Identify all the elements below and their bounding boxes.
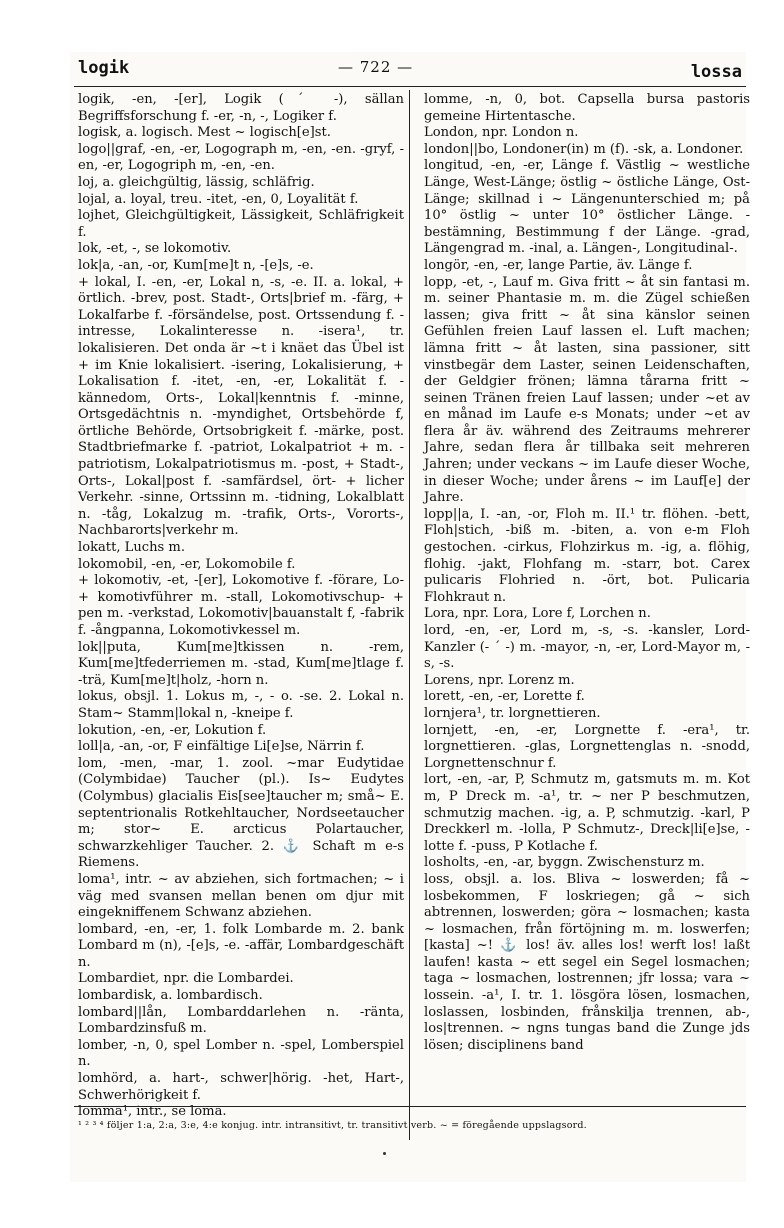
dictionary-entry: lombardisk, a. lombardisch.: [78, 988, 263, 1004]
dictionary-entry: Lombardiet, npr. die Lombardei.: [78, 971, 294, 987]
dictionary-entry: lokus, obsjl. 1. Lokus m, -, - o. -se. 2. Lokal n. Stam~ Stamm|lokal n, -kneipe f.: [78, 689, 404, 721]
dictionary-entry: loss, obsjl. a. los. Bliva ~ loswerden; få ~ losbekommen, F loskriegen; gå ~ sich abtrennen, loswerden; göra ~ losmachen; kasta ~ losmachen, från förtöjning m. m. loswerfen; [kasta] ~! ⚓ los! äv. alles los! werft los! laßt laufen! kasta ~ ett segel ein Segel losmachen; taga ~ losmachen, lostrennen; jfr lossa; vara ~ lossein. -a¹, I. tr. 1. lösgöra lösen, losmachen, loslassen, losbinden, frånskilja trennen, ab-, los|trennen. ~ ngns tungas band die Zunge jds lösen; disciplinens band: [424, 871, 750, 1053]
dictionary-entry: lokution, -en, -er, Lokution f.: [78, 722, 267, 738]
dictionary-entry: lornjett, -en, -er, Lorgnette f. -era¹, tr. lorgnettieren. -glas, Lorgnettenglas n. -snodd, Lorgnettenschnur f.: [424, 722, 750, 771]
left-guide-word: logik: [78, 58, 130, 78]
dictionary-entry: loj, a. gleichgültig, lässig, schläfrig.: [78, 174, 315, 190]
dictionary-entry: lomme, -n, 0, bot. Capsella bursa pastoris gemeine Hirtentasche.: [424, 92, 750, 124]
dictionary-entry: Lora, npr. Lora, Lore f, Lorchen n.: [424, 606, 651, 622]
dictionary-entry: lorett, -en, -er, Lorette f.: [424, 689, 585, 705]
dictionary-entry: lombard||lån, Lombarddarlehen n. -ränta, Lombardzinsfuß m.: [78, 1004, 404, 1037]
dictionary-entry: lok, -et, -, se lokomotiv.: [78, 241, 232, 257]
column-divider: [409, 90, 410, 1140]
dictionary-entry: loll|a, -an, -or, F einfältige Li[e]se, Närrin f.: [78, 739, 365, 755]
dictionary-entry: logisk, a. logisch. Mest ~ logisch[e]st.: [78, 125, 331, 141]
dictionary-entry: lomhörd, a. hart-, schwer|hörig. -het, Hart-, Schwerhörigkeit f.: [78, 1071, 404, 1103]
dictionary-entry: + lokomotiv, -et, -[er], Lokomotive f. -förare, Lo- + komotivführer m. -stall, Lokomotivschup- + pen m. -verkstad, Lokomotiv|bauanstalt f, -fabrik f. -ångpanna, Lokomotivkessel m.: [78, 573, 404, 638]
page-number: — 722 —: [338, 58, 414, 76]
dictionary-page: [70, 52, 750, 1182]
scan-speck: [383, 1152, 386, 1155]
right-guide-word: lossa: [690, 62, 742, 82]
dictionary-entry: loma¹, intr. ~ av abziehen, sich fortmachen; ~ i väg med svansen mellan benen om djur mit eingekniffenem Schwanz abziehen.: [78, 871, 404, 921]
dictionary-entry: lombard, -en, -er, 1. folk Lombarde m. 2. bank Lombard m (n), -[e]s, -e. -affär, Lombardgeschäft n.: [78, 921, 404, 970]
dictionary-entry: lok|a, -an, -or, Kum[me]t n, -[e]s, -e.: [78, 257, 314, 273]
dictionary-entry: logik, -en, -[er], Logik (ˊ -), sällan Begriffsforschung f. -er, -n, -, Logiker f.: [78, 92, 404, 124]
dictionary-entry: lokomobil, -en, -er, Lokomobile f.: [78, 556, 296, 572]
dictionary-entry: lopp, -et, -, Lauf m. Giva fritt ~ åt sin fantasi m. m. seiner Phantasie m. m. die Zügel schießen lassen; giva fritt ~ åt sina känslor seinen Gefühlen freien Lauf lassen el. Luft machen; lämna fritt ~ åt lasten, sina passioner, sitt vinstbegär dem Laster, seinen Leidenschaften, der Geldgier frönen; lämna tårarna fritt ~ seinen Tränen freien Lauf lassen; under ~et av en månad im Laufe e-s Monats; under ~et av flera år äv. während des Zeitraums mehrerer Jahre, sedan flera år tillbaka seit mehreren Jahren; under veckans ~ im Laufe dieser Woche, in dieser Woche; under årens ~ im Lauf[e] der Jahre.: [424, 274, 750, 506]
dictionary-entry: lojal, a. loyal, treu. -itet, -en, 0, Loyalität f.: [78, 191, 359, 207]
dictionary-entry: lornjera¹, tr. lorgnettieren.: [424, 705, 601, 721]
dictionary-entry: losholts, -en, -ar, byggn. Zwischensturz m.: [424, 855, 705, 871]
dictionary-entry: + lokal, I. -en, -er, Lokal n, -s, -e. II. a. lokal, + örtlich. -brev, post. Stadt-, Orts|brief m. -färg, + Lokalfarbe f. -försändelse, post. Ortssendung f. -intresse, Lokalinteresse n. -isera¹, tr. lokalisieren. Det onda är ~t i knäet das Übel ist + im Knie lokalisiert. -isering, Lokalisierung, + Lokalisation f. -itet, -en, -er, Lokalität f. -kännedom, Orts-, Lokal|kenntnis f. -minne, Ortsgedächtnis n. -myndighet, Ortsbehörde f, örtliche Behörde, Ortsobrigkeit f. -märke, post. Stadtbriefmarke f. -patriot, Lokalpatriot + m. -patriotism, Lokalpatriotismus m. -post, + Stadt-, Orts-, Lokal|post f. -samfärdsel, ört- + licher Verkehr. -sinne, Ortssinn m. -tidning, Lokalblatt n. -tåg, Lokalzug m. -trafik, Orts-, Vororts-, Nachbarorts|verkehr m.: [78, 274, 404, 539]
dictionary-entry: longitud, -en, -er, Länge f. Västlig ~ westliche Länge, West-Länge; östlig ~ östliche Länge, Ost-Länge; skillnad i ~ Längenunterschied m; på 10° östlig ~ unter 10° östlicher Länge. -bestämning, Bestimmung f der Länge. -grad, Längengrad m. -inal, a. Längen-, Longitudinal-.: [424, 158, 750, 257]
dictionary-entry: lomber, -n, 0, spel Lomber n. -spel, Lomberspiel n.: [78, 1037, 404, 1070]
dictionary-entry: lord, -en, -er, Lord m, -s, -s. -kansler, Lord-Kanzler (- ˊ -) m. -mayor, -n, -er, Lord-Mayor m, -s, -s.: [424, 623, 750, 672]
footnote: ¹ ² ³ ⁴ följer 1:a, 2:a, 3:e, 4:e konjug. intr. intransitivt, tr. transitivt verb. ~ = föregående uppslagsord.: [78, 1120, 587, 1131]
footer-rule: [74, 1106, 746, 1107]
dictionary-entry: london||bo, Londoner(in) m (f). -sk, a. Londoner.: [424, 141, 744, 157]
dictionary-entry: Lorens, npr. Lorenz m.: [424, 672, 575, 688]
left-column: [78, 92, 404, 1121]
dictionary-entry: lopp||a, I. -an, -or, Floh m. II.¹ tr. flöhen. -bett, Floh|stich, -biß m. -biten, a. von e-m Floh gestochen. -cirkus, Flohzirkus m. -ig, a. flöhig, flohig. -jakt, Flohfang m. -starr, bot. Carex pulicaris Flohried n. -ört, bot. Pulicaria Flohkraut n.: [424, 506, 750, 605]
dictionary-entry: logo||graf, -en, -er, Logograph m, -en, -en. -gryf, -en, -er, Logogriph m, -en, -en.: [78, 141, 404, 174]
page-header: [70, 52, 746, 88]
dictionary-entry: lojhet, Gleichgültigkeit, Lässigkeit, Schläfrigkeit f.: [78, 208, 404, 240]
dictionary-entry: lom, -men, -mar, 1. zool. ~mar Eudytidae (Colymbidae) Taucher (pl.). Is~ Eudytes (Colymbus) glacialis Eis[see]taucher m; små~ E. septentrionalis Rotkehltaucher, Nordseetaucher m; stor~ E. arcticus Polartaucher, schwarzkehliger Taucher. 2. ⚓ Schaft m e-s Riemens.: [78, 755, 404, 871]
dictionary-entry: London, npr. London n.: [424, 125, 579, 141]
dictionary-entry: lort, -en, -ar, P, Schmutz m, gatsmuts m. m. Kot m, P Dreck m. -a¹, tr. ~ ner P beschmutzen, schmutzig machen. -ig, a. P, schmutzig. -karl, P Dreckkerl m. -lolla, P Schmutz-, Dreck|li[e]se, -lotte f. -puss, P Kotlache f.: [424, 772, 750, 854]
dictionary-entry: lok||puta, Kum[me]tkissen n. -rem, Kum[me]tfederriemen m. -stad, Kum[me]tlage f. -trä, Kum[me]t|holz, -horn n.: [78, 639, 404, 688]
dictionary-entry: longör, -en, -er, lange Partie, äv. Länge f.: [424, 257, 693, 273]
header-rule: [74, 86, 746, 87]
dictionary-entry: lokatt, Luchs m.: [78, 540, 186, 556]
dictionary-entry: lomma¹, intr., se loma.: [78, 1104, 227, 1120]
right-column: [424, 92, 750, 1054]
